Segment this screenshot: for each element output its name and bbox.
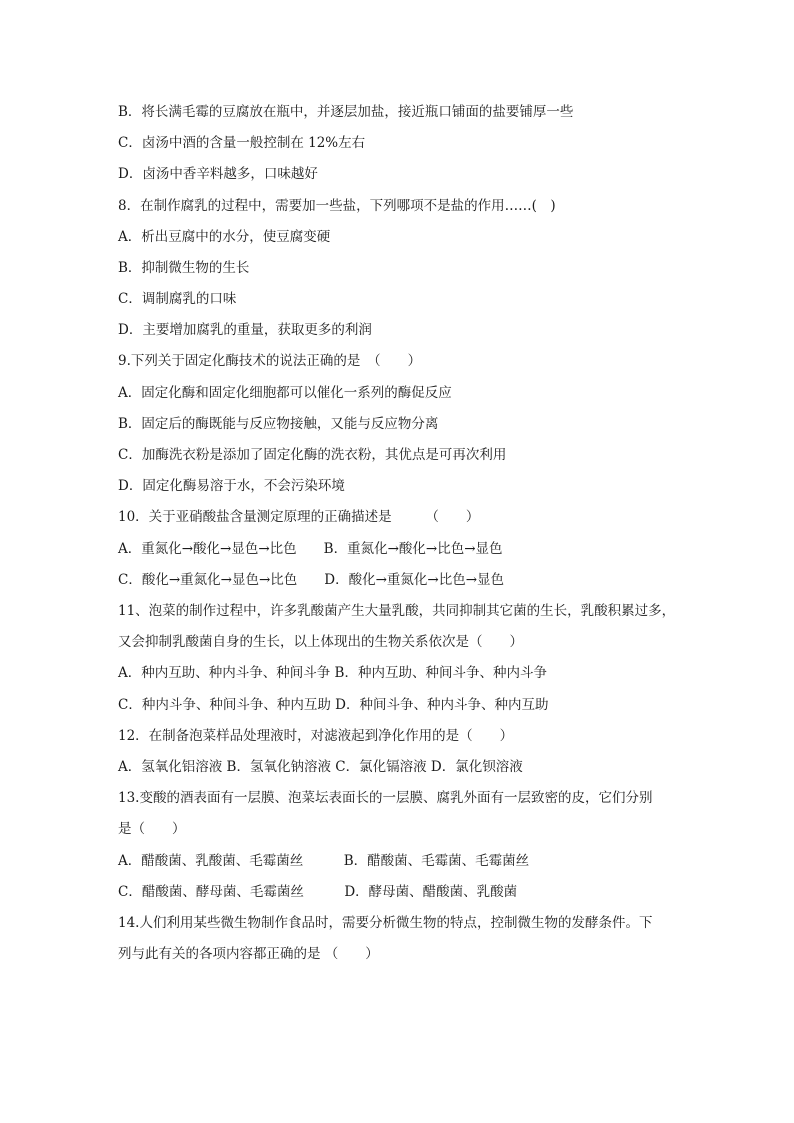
option-d-q9: D．固定化酶易溶于水，不会污染环境 (118, 478, 345, 494)
option-c-q7: C．卤汤中酒的含量一般控制在 12%左右 (118, 135, 366, 151)
question-12: 12．在制备泡菜样品处理液时，对滤液起到净化作用的是（ ） (118, 728, 514, 744)
option-c-q9: C．加酶洗衣粉是添加了固定化酶的洗衣粉，其优点是可再次利用 (118, 447, 507, 463)
option-b-q7: B．将长满毛霉的豆腐放在瓶中，并逐层加盐，接近瓶口铺面的盐要铺厚一些 (118, 104, 574, 120)
question-14-line1: 14.人们利用某些微生物制作食品时，需要分析微生物的特点，控制微生物的发酵条件。下 (118, 915, 653, 931)
question-11-line2: 又会抑制乳酸菌自身的生长，以上体现出的生物关系依次是（ ） (118, 634, 523, 650)
question-13-line2: 是（ ） (118, 821, 186, 837)
option-c-q8: C．调制腐乳的口味 (118, 291, 237, 307)
question-9: 9.下列关于固定化酶技术的说法正确的是 （ ） (118, 353, 422, 369)
option-b-q9: B．固定后的酶既能与反应物接触，又能与反应物分离 (118, 416, 439, 432)
question-8: 8．在制作腐乳的过程中，需要加一些盐，下列哪项不是盐的作用……( ) (118, 198, 556, 214)
option-a-q8: A．析出豆腐中的水分，使豆腐变硬 (118, 229, 331, 245)
options-cd-q13: C．醋酸菌、酵母菌、毛霉菌丝 D．酵母菌、醋酸菌、乳酸菌 (118, 884, 518, 900)
options-cd-q11: C．种内斗争、种间斗争、种内互助 D．种间斗争、种内斗争、种内互助 (118, 697, 549, 713)
options-ab-q13: A．醋酸菌、乳酸菌、毛霉菌丝 B．醋酸菌、毛霉菌、毛霉菌丝 (118, 853, 530, 869)
options-q12: A．氢氧化铝溶液 B．氢氧化钠溶液 C．氯化镉溶液 D．氯化钡溶液 (118, 759, 523, 775)
question-10: 10．关于亚硝酸盐含量测定原理的正确描述是 （ ） (118, 509, 480, 525)
option-d-q7: D．卤汤中香辛料越多，口味越好 (118, 166, 318, 182)
options-ab-q11: A．种内互助、种内斗争、种间斗争 B．种内互助、种间斗争、种内斗争 (118, 665, 547, 681)
options-ab-q10: A．重氮化→酸化→显色→比色 B．重氮化→酸化→比色→显色 (118, 541, 503, 557)
question-13-line1: 13.变酸的酒表面有一层膜、泡菜坛表面长的一层膜、腐乳外面有一层致密的皮，它们分别 (118, 790, 653, 806)
option-a-q9: A．固定化酶和固定化细胞都可以催化一系列的酶促反应 (118, 385, 452, 401)
question-11-line1: 11、泡菜的制作过程中，许多乳酸菌产生大量乳酸，共同抑制其它菌的生长，乳酸积累过多， (118, 603, 676, 619)
question-14-line2: 列与此有关的各项内容都正确的是 （ ） (118, 946, 379, 962)
option-b-q8: B．抑制微生物的生长 (118, 260, 250, 276)
options-cd-q10: C．酸化→重氮化→显色→比色 D．酸化→重氮化→比色→显色 (118, 572, 505, 588)
option-d-q8: D．主要增加腐乳的重量，获取更多的利润 (118, 322, 372, 338)
